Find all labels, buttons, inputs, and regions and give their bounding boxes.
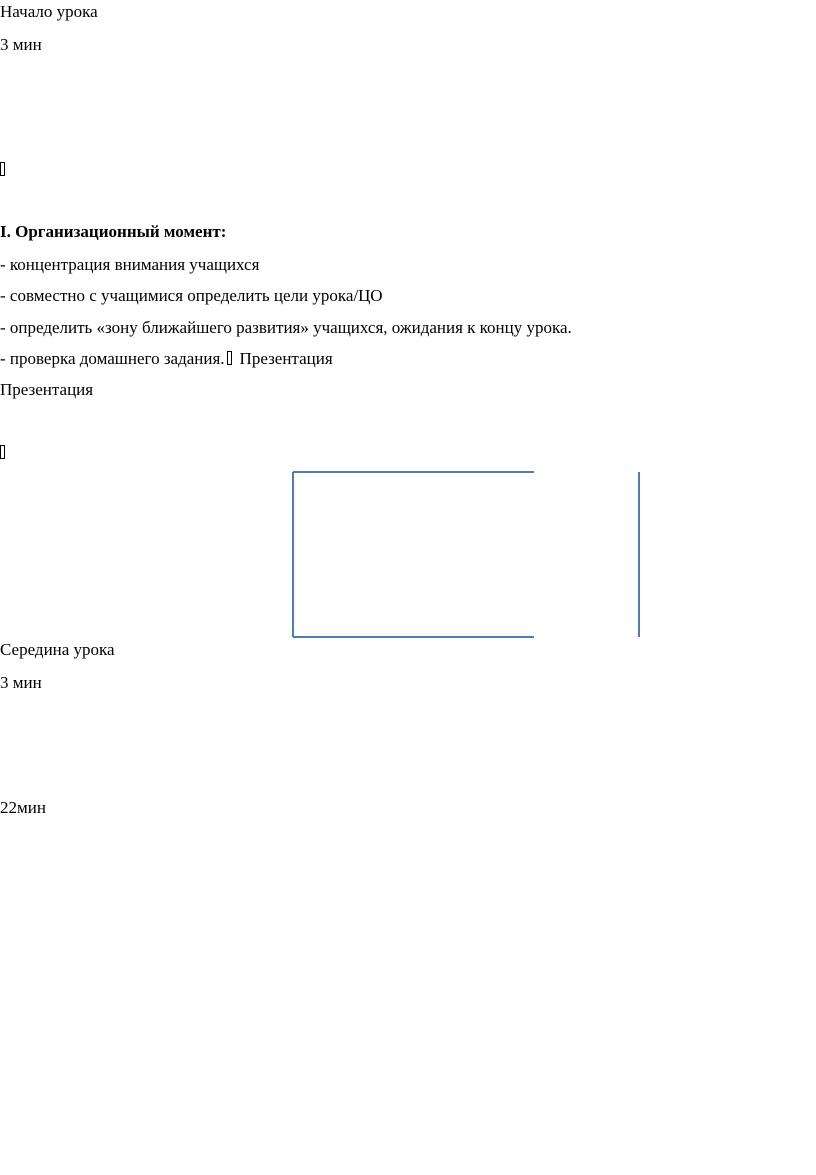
image-frame-border	[292, 471, 641, 638]
lesson-middle-duration: 3 мин	[0, 673, 42, 692]
resource-label: Презентация	[0, 380, 94, 399]
missing-glyph-icon	[0, 160, 5, 180]
missing-glyph-icon	[0, 443, 5, 463]
list-item: - совместно с учащимися определить цели урока/ЦО	[0, 286, 383, 305]
lesson-middle-title: Середина урока	[0, 640, 115, 659]
lesson-start-title: Начало урока	[0, 2, 98, 21]
missing-glyph-box-icon	[227, 351, 232, 365]
list-item: - определить «зону ближайшего развития» учащихся, ожидания к концу урока.	[0, 318, 572, 337]
section-heading: I. Организационный момент:	[0, 222, 227, 241]
list-item: - концентрация внимания учащихся	[0, 255, 260, 274]
missing-glyph-box-icon	[0, 445, 5, 459]
list-item-text: - проверка домашнего задания.	[0, 349, 225, 368]
inline-resource-label: Презентация	[239, 349, 333, 368]
lesson-middle-duration-2: 22мин	[0, 798, 46, 817]
list-item-homework	[0, 349, 333, 369]
lesson-start-duration: 3 мин	[0, 35, 42, 54]
image-frame	[292, 471, 641, 638]
missing-glyph-box-icon	[0, 162, 5, 176]
